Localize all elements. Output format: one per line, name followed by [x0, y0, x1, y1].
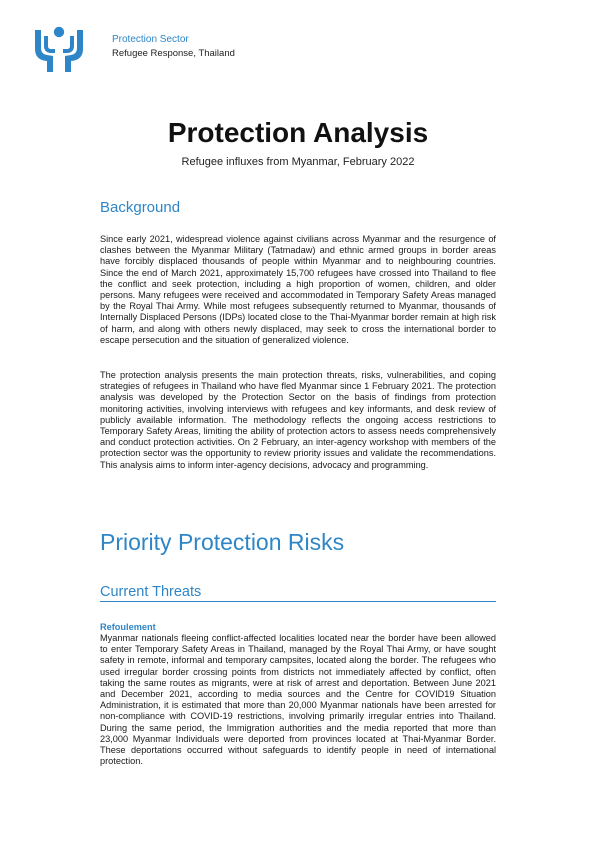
- org-subtitle: Refugee Response, Thailand: [112, 48, 235, 59]
- document-subtitle: Refugee influxes from Myanmar, February 2022: [181, 156, 415, 168]
- org-name: Protection Sector: [112, 34, 189, 45]
- priority-risks-heading: Priority Protection Risks: [100, 529, 345, 555]
- refoulement-label: Refoulement: [100, 622, 156, 632]
- background-heading: Background: [100, 199, 181, 216]
- refoulement-paragraph: Myanmar nationals fleeing conflict-affected localities located near the border have been allowed to enter Temporary Safety Areas in Thailand, managed by the Royal Thai Army, or have sought safety in remote, informal and temporary campsites, located along the border. The refugees who used irregular border crossing points from districts not immediately affected by conflict, often taking the same routes as migrants, were at risk of arrest and deportation. Between June 2021 and December 2021, according to media sources and the Centre for COVID19 Situation Administration, it is estimated that more than 20,000 Myanmar nationals have been arrested for non-compliance with COVID-19 restrictions, involving primarily irregular entries into Thailand. During the same period, the Immigration authorities and the media reported that more than 23,000 Myanmar Individuals were deported from provinces located at Thai-Myanmar Border. These deportations occurred without safeguards to identify people in need of international protection.: [100, 633, 496, 767]
- background-paragraph-1: Since early 2021, widespread violence against civilians across Myanmar and the resurgence of clashes between the Myanmar Military (Tatmadaw) and ethnic armed groups in border areas have forcibly displaced thousands of people within Myanmar and to neighbouring countries. Since the end of March 2021, approximately 15,700 refugees have crossed into Thailand to flee the conflict and seek protection, including a high proportion of women, children, and older persons. Many refugees were received and accommodated in Temporary Safety Areas managed by the Royal Thai Army. While most refugees subsequently returned to Myanmar, thousands of Internally Displaced Persons (IDPs) located close to the Thai-Myanmar border remain at high risk of harm, and along with others newly displaced, may seek to cross the international border to escape persecution and the situation of generalized violence.: [100, 234, 496, 345]
- current-threats-heading: Current Threats: [100, 584, 496, 602]
- background-paragraph-2: The protection analysis presents the main protection threats, risks, vulnerabilities, and coping strategies of refugees in Thailand who have fled Myanmar since 1 February 2021. The protection analysis was developed by the Protection Sector on the basis of findings from protection monitoring activities, involving interviews with refugees and key informants, and desk review of publicly available information. The methodology reflects the ongoing access restrictions to Temporary Safety Areas, limiting the ability of protection actors to assess needs comprehensively and conduct protection activities. On 2 February, an inter-agency workshop with members of the protection sector was the opportunity to review priority issues and validate the recommendations. This analysis aims to inform inter-agency decisions, advocacy and programming.: [100, 370, 496, 470]
- organization-block: [112, 33, 235, 61]
- protection-hands-icon: [33, 24, 85, 74]
- document-title: Protection Analysis: [167, 117, 429, 148]
